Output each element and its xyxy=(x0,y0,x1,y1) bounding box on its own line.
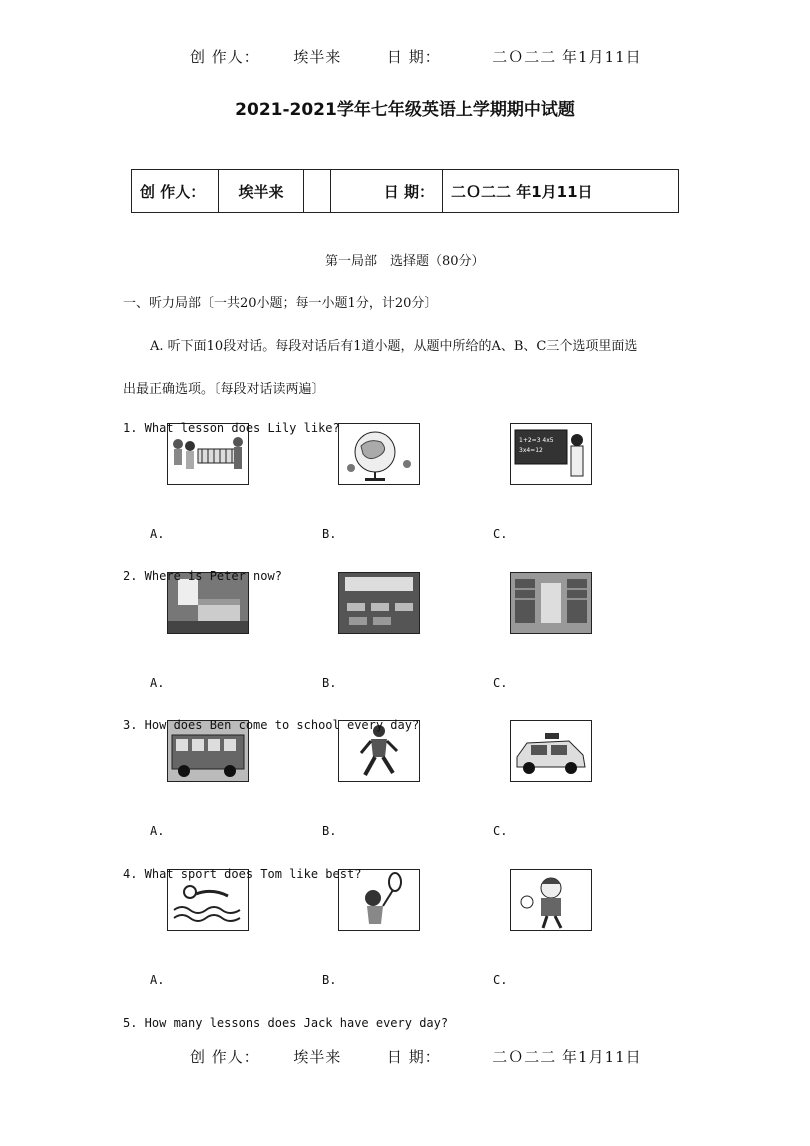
question-5: 5. How many lessons does Jack have every day? xyxy=(123,1016,449,1030)
footer-author: 埃半来 xyxy=(293,1048,342,1066)
question-2-option-a: A. xyxy=(150,676,165,690)
question-3-option-b: B. xyxy=(322,824,337,838)
library-image xyxy=(510,572,592,634)
footer-date-label: 日 期： xyxy=(386,1048,441,1066)
author-info-table xyxy=(131,169,679,213)
blackboard-teacher-image xyxy=(510,423,592,485)
section-title: 第一局部 选择题（80分） xyxy=(325,254,485,269)
soccer-image xyxy=(510,869,592,931)
header-date: 二Ｏ二二 年1月11日 xyxy=(492,48,642,66)
question-4-option-b: B. xyxy=(322,973,337,987)
question-3-option-a: A. xyxy=(150,824,165,838)
taxi-image xyxy=(510,720,592,782)
question-1-option-b: B. xyxy=(322,527,337,541)
question-1: 1. What lesson does Lily like? xyxy=(123,421,340,435)
info-author-label: 创 作人： xyxy=(132,170,219,213)
instruction-line-1: A. 听下面10段对话。每段对话后有1道小题，从题中所给的A、B、C三个选项里面选 xyxy=(150,339,638,354)
header-author-label: 创 作人： xyxy=(190,48,260,66)
question-2-option-b: B. xyxy=(322,676,337,690)
question-4: 4. What sport does Tom like best? xyxy=(123,867,362,881)
info-date: 二Ｏ二二 年1月11日 xyxy=(443,170,679,213)
question-4-option-a: A. xyxy=(150,973,165,987)
header-date-label: 日 期： xyxy=(386,48,441,66)
footer-date: 二Ｏ二二 年1月11日 xyxy=(492,1048,642,1066)
question-1-option-c: C. xyxy=(493,527,508,541)
page-title: 2021-2021学年七年级英语上学期期中试题 xyxy=(235,100,575,120)
question-1-option-a: A. xyxy=(150,527,165,541)
info-empty-cell xyxy=(304,170,331,213)
classroom-image xyxy=(338,572,420,634)
header-author: 埃半来 xyxy=(293,48,342,66)
page-footer xyxy=(190,1046,642,1067)
info-author: 埃半来 xyxy=(219,170,304,213)
question-2: 2. Where is Peter now? xyxy=(123,569,282,583)
footer-author-label: 创 作人： xyxy=(190,1048,260,1066)
globe-image xyxy=(338,423,420,485)
question-2-option-c: C. xyxy=(493,676,508,690)
info-date-label: 日 期： xyxy=(331,170,443,213)
page-header xyxy=(190,46,642,67)
svg-text:3x4=12: 3x4=12 xyxy=(519,447,543,454)
instruction-line-2: 出最正确选项。〔每段对话读两遍〕 xyxy=(123,382,325,397)
question-4-option-c: C. xyxy=(493,973,508,987)
svg-text:1+2=3 4x5: 1+2=3 4x5 xyxy=(519,437,554,444)
question-3-option-c: C. xyxy=(493,824,508,838)
part-title: 一、听力局部〔一共20小题；每一小题1分，计20分〕 xyxy=(123,296,438,311)
question-3: 3. How does Ben come to school every day? xyxy=(123,718,420,732)
